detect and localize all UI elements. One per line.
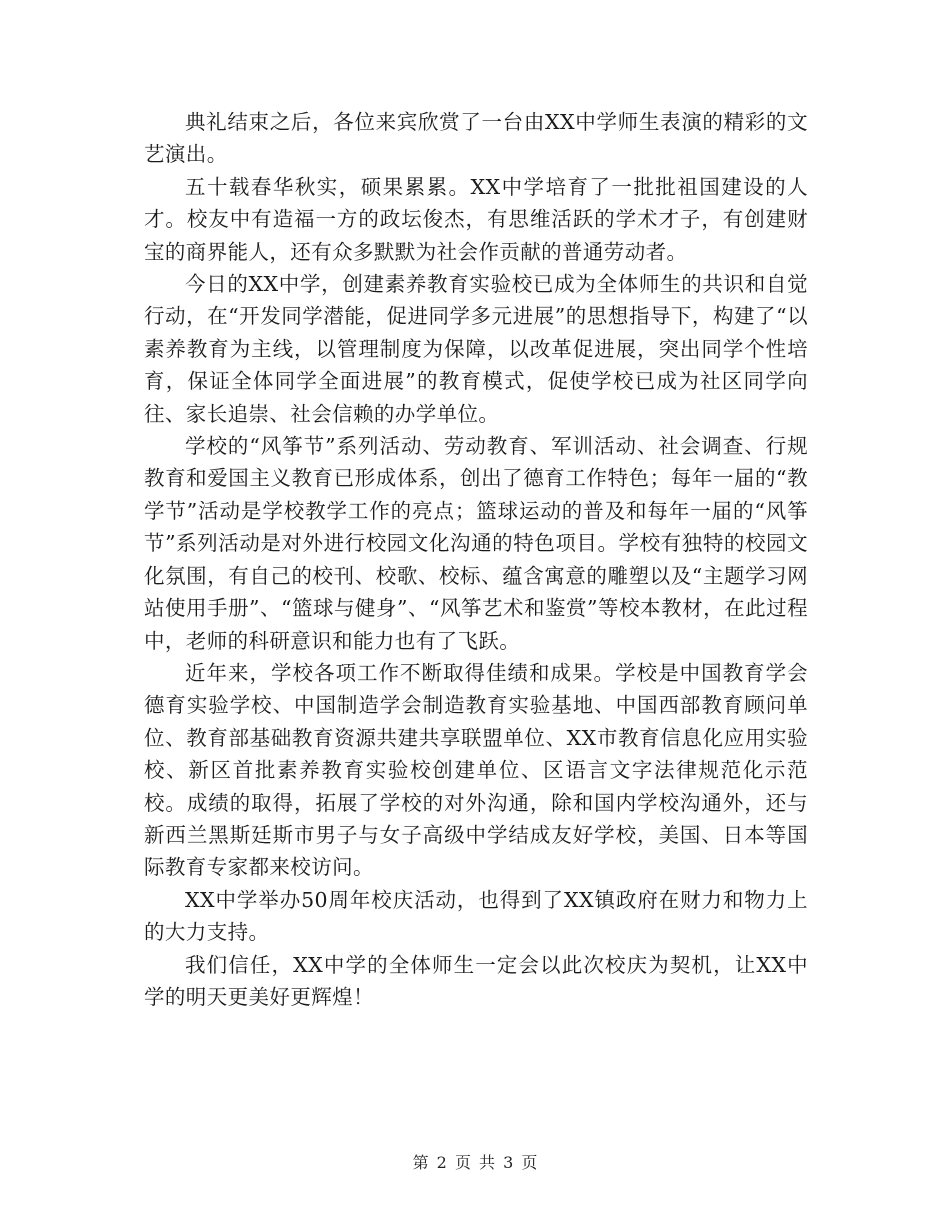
paragraph-closing: 我们信任，XX中学的全体师生一定会以此次校庆为契机，让XX中学的明天更美好更辉煌！ (144, 952, 808, 1009)
paragraph-alumni: 五十载春华秋实，硕果累累。XX中学培育了一批批祖国建设的人才。校友中有造福一方的政坛俊杰，有思维活跃的学术才子，有创建财宝的商界能人，还有众多默默为社会作贡献的普通劳动者。 (144, 174, 808, 264)
paragraph-quality-education: 今日的XX中学，创建素养教育实验校已成为全体师生的共识和自觉行动，在“开发同学潜能，促进同学多元进展”的思想指导下，构建了“以素养教育为主线，以管理制度为保障，以改革促进展，突出同学个性培育，保证全体同学全面进展”的教育模式，促使学校已成为社区同学向往、家长追崇、社会信赖的办学单位。 (144, 272, 808, 426)
paragraph-activities: 学校的“风筝节”系列活动、劳动教育、军训活动、社会调查、行规教育和爱国主义教育已形成体系，创出了德育工作特色；每年一届的“教学节”活动是学校教学工作的亮点；篮球运动的普及和每年一届的“风筝节”系列活动是对外进行校园文化沟通的特色项目。学校有独特的校园文化氛围，有自己的校刊、校歌、校标、蕴含寓意的雕塑以及“主题学习网站使用手册”、“篮球与健身”、“风筝艺术和鉴赏”等校本教材，在此过程中，老师的科研意识和能力也有了飞跃。 (144, 434, 808, 653)
paragraph-anniversary: XX中学举办50周年校庆活动，也得到了XX镇政府在财力和物力上的大力支持。 (144, 887, 808, 945)
document-body (144, 106, 808, 1013)
paragraph-achievements: 近年来，学校各项工作不断取得佳绩和成果。学校是中国教育学会德育实验学校、中国制造学会制造教育实验基地、中国西部教育顾问单位、教育部基础教育资源共建共享联盟单位、XX市教育信息化应用实验校、新区首批素养教育实验校创建单位、区语言文字法律规范化示范校。成绩的取得，拓展了学校的对外沟通，除和国内学校沟通外，还与新西兰黑斯廷斯市男子与女子高级中学结成友好学校，美国、日本等国际教育专家都来校访问。 (144, 660, 808, 880)
page-number: 第 2 页 共 3 页 (412, 1153, 538, 1172)
paragraph-ceremony: 典礼结束之后，各位来宾欣赏了一台由XX中学师生表演的精彩的文艺演出。 (144, 110, 808, 167)
